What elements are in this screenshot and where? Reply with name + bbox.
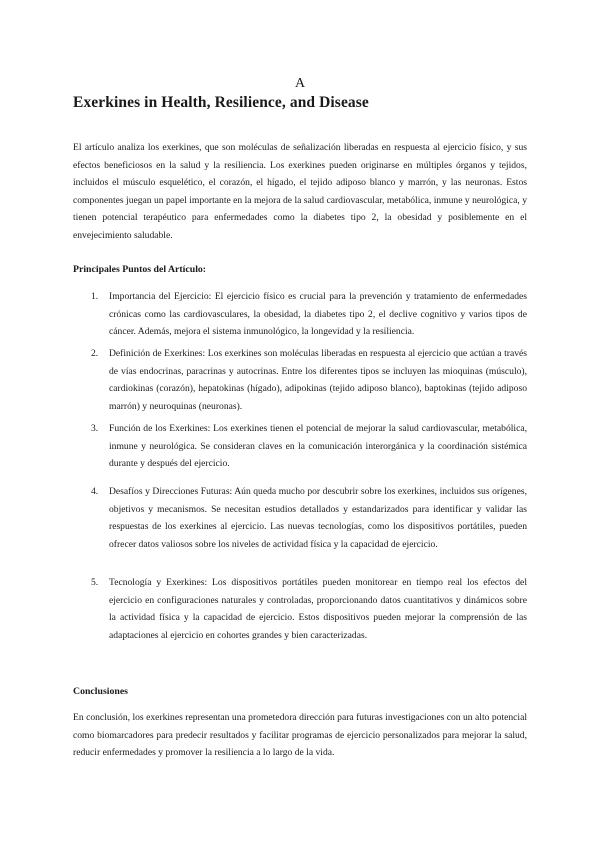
section-letter: A <box>294 76 306 91</box>
intro-paragraph: El artículo analiza los exerkines, que son moléculas de señalización liberadas en respuesta al ejercicio físico, y sus efectos beneficiosos en la salud y la resiliencia. Los exerkines pueden originarse en múltiples órganos y tejidos, incluidos el músculo esquelético, el corazón, el hígado, el tejido adiposo blanco y marrón, y las neuronas. Estos componentes juegan un papel importante en la mejora de la salud cardiovascular, metabólica, inmune y neurológica, y tienen potencial terapéutico para enfermedades como la diabetes tipo 2, la obesidad y posiblemente en el envejecimiento saludable. <box>73 142 527 241</box>
list-item-number: 5. <box>91 577 99 588</box>
list-item-number: 1. <box>91 291 99 302</box>
list-item-text: Importancia del Ejercicio: El ejercicio físico es crucial para la prevención y tratamiento de enfermedades crónicas como las cardiovasculares, la obesidad, la diabetes tipo 2, el declive cognitivo y varios tipos de cáncer. Además, mejora el sistema inmunológico, la longevidad y la resiliencia. <box>109 291 527 337</box>
list-item-text: Desafíos y Direcciones Futuras: Aún queda mucho por descubrir sobre los exerkines, incluidos sus orígenes, objetivos y mecanismos. Se necesitan estudios detallados y estandarizados para identificar y validar las respuestas de los exerkines al ejercicio. Las nuevas tecnologías, como los dispositivos portátiles, pueden ofrecer datos valiosos sobre los niveles de actividad física y la capacidad de ejercicio. <box>109 486 527 550</box>
list-item-number: 3. <box>91 423 99 434</box>
list-item-text: Tecnología y Exerkines: Los dispositivos portátiles pueden monitorear en tiempo real los efectos del ejercicio en configuraciones naturales y controladas, proporcionando datos cuantitativos y dinámicos sobre la actividad física y la capacidad de ejercicio. Estos dispositivos pueden mejorar la comprensión de las adaptaciones al ejercicio en cohortes grandes y bien caracterizadas. <box>109 577 527 641</box>
document-title: Exerkines in Health, Resilience, and Disease <box>73 94 369 111</box>
list-item-text: Función de los Exerkines: Los exerkines tienen el potencial de mejorar la salud cardiovascular, metabólica, inmune y neurológica. Se consideran claves en la comunicación interorgánica y la coordinación sistémica durante y después del ejercicio. <box>109 423 527 469</box>
list-item-number: 2. <box>91 348 99 359</box>
conclusions-paragraph: En conclusión, los exerkines representan una prometedora dirección para futuras investigaciones con un alto potencial como biomarcadores para predecir resultados y facilitar programas de ejercicio personalizados para mejorar la salud, reducir enfermedades y promover la resiliencia a lo largo de la vida. <box>73 712 527 758</box>
list-item-text: Definición de Exerkines: Los exerkines son moléculas liberadas en respuesta al ejercicio que actúan a través de vías endocrinas, paracrinas y autocrinas. Entre los diferentes tipos se incluyen las mioquinas (músculo), cardiokinas (corazón), hepatokinas (hígado), adipokinas (tejido adiposo blanco), baptokinas (tejido adiposo marrón) y neuroquinas (neuronas). <box>109 348 527 412</box>
conclusions-heading: Conclusiones <box>73 686 128 697</box>
key-points-heading: Principales Puntos del Artículo: <box>73 264 207 275</box>
list-item-number: 4. <box>91 486 99 497</box>
